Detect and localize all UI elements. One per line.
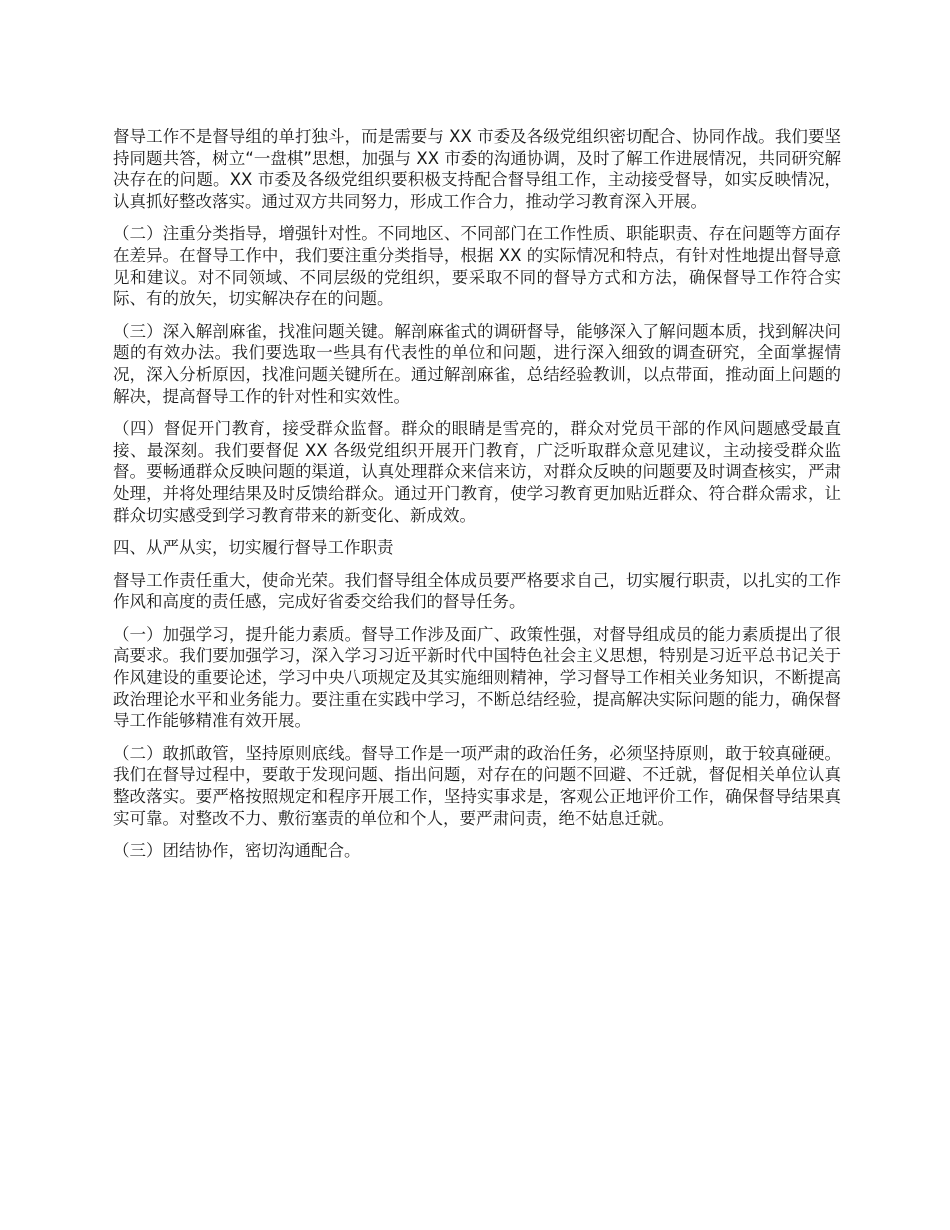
paragraph-open-education: （四）督促开门教育，接受群众监督。群众的眼睛是雪亮的，群众对党员干部的作风问题感受最直接、最深刻。我们要督促 XX 各级党组织开展开门教育，广泛听取群众意见建议，主动接受群众监督。要畅通群众反映问题的渠道，认真处理群众来信来访，对群众反映的问题要及时调查核实，严肃处理，并将处理结果及时反馈给群众。通过开门教育，使学习教育更加贴近群众、符合群众需求，让群众切实感受到学习教育带来的新变化、新成效。 bbox=[113, 419, 841, 525]
paragraph-coordination: 督导工作不是督导组的单打独斗，而是需要与 XX 市委及各级党组织密切配合、协同作战。我们要坚持同题共答，树立“一盘棋”思想，加强与 XX 市委的沟通协调，及时了解工作进展情况，共同研究解决存在的问题。XX 市委及各级党组织要积极支持配合督导组工作，主动接受督导，如实反映情况，认真抓好整改落实。通过双方共同努力，形成工作合力，推动学习教育深入开展。 bbox=[113, 127, 841, 211]
paragraph-strengthen-learning: （一）加强学习，提升能力素质。督导工作涉及面广、政策性强，对督导组成员的能力素质提出了很高要求。我们要加强学习，深入学习习近平新时代中国特色社会主义思想，特别是习近平总书记关于作风建设的重要论述，学习中央八项规定及其实施细则精神，学习督导工作相关业务知识，不断提高政治理论水平和业务能力。要注重在实践中学习，不断总结经验，提高解决实际问题的能力，确保督导工作能够精准有效开展。 bbox=[113, 624, 841, 731]
paragraph-classified-guidance: （二）注重分类指导，增强针对性。不同地区、不同部门在工作性质、职能职责、存在问题等方面存在差异。在督导工作中，我们要注重分类指导，根据 XX 的实际情况和特点，有针对性地提出督导意见和建议。对不同领域、不同层级的党组织，要采取不同的督导方式和方法，确保督导工作符合实际、有的放矢，切实解决存在的问题。 bbox=[113, 224, 841, 309]
paragraph-responsibility: 督导工作责任重大，使命光荣。我们督导组全体成员要严格要求自己，切实履行职责，以扎实的工作作风和高度的责任感，完成好省委交给我们的督导任务。 bbox=[113, 570, 841, 612]
section-heading-4: 四、从严从实，切实履行督导工作职责 bbox=[113, 538, 394, 558]
paragraph-uphold-principles: （二）敢抓敢管，坚持原则底线。督导工作是一项严肃的政治任务，必须坚持原则，敢于较真碰硬。我们在督导过程中，要敢于发现问题、指出问题，对存在的问题不回避、不迁就，督促相关单位认真整改落实。要严格按照规定和程序开展工作，坚持实事求是，客观公正地评价工作，确保督导结果真实可靠。对整改不力、敷衍塞责的单位和个人，要严肃问责，绝不姑息迁就。 bbox=[113, 743, 841, 828]
document-body bbox=[113, 126, 841, 873]
paragraph-in-depth-investigation: （三）深入解剖麻雀，找准问题关键。解剖麻雀式的调研督导，能够深入了解问题本质，找到解决问题的有效办法。我们要选取一些具有代表性的单位和问题，进行深入细致的调查研究，全面掌握情况，深入分析原因，找准问题关键所在。通过解剖麻雀，总结经验教训，以点带面，推动面上问题的解决，提高督导工作的针对性和实效性。 bbox=[113, 321, 841, 406]
paragraph-teamwork: （三）团结协作，密切沟通配合。 bbox=[113, 841, 361, 861]
